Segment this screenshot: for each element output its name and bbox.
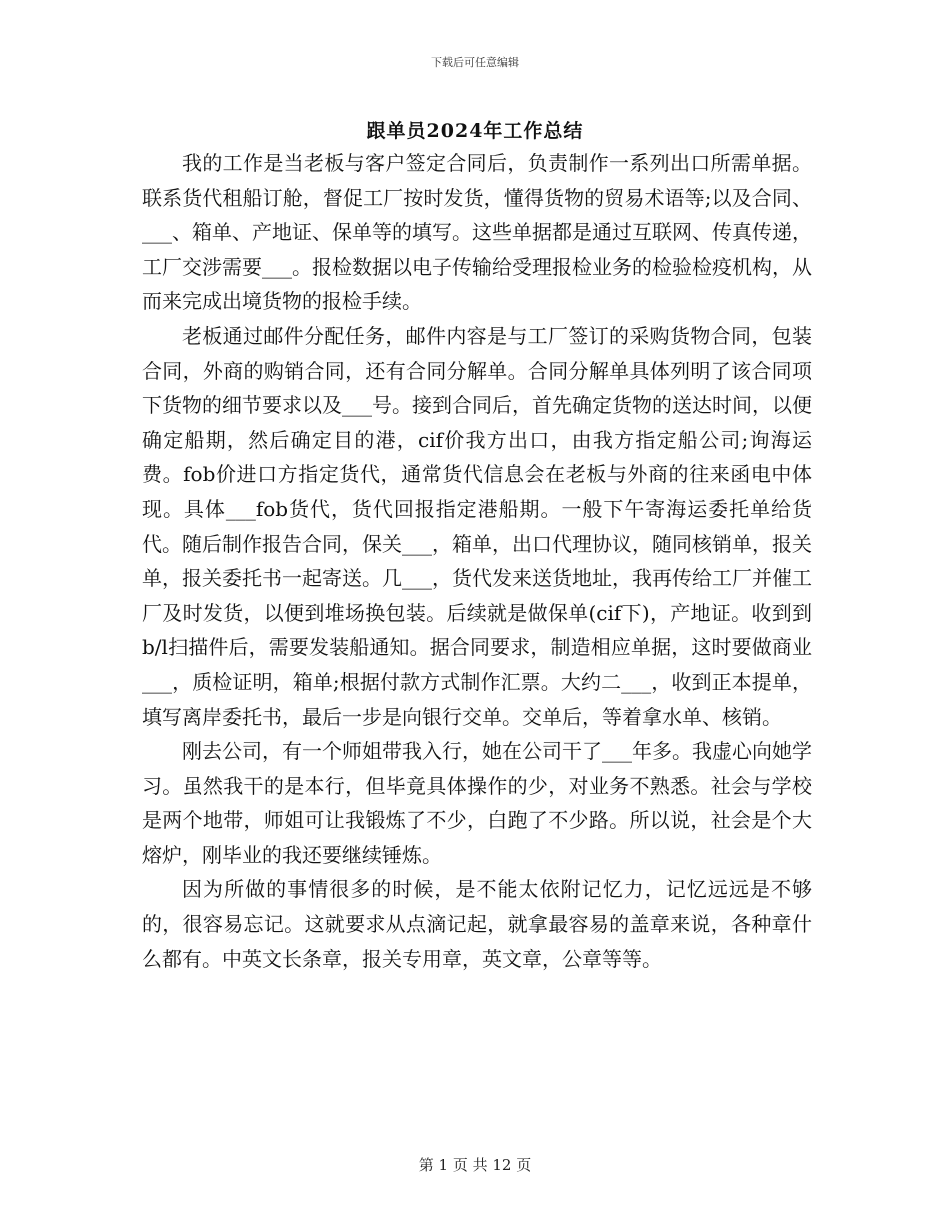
paragraph-3: 刚去公司，有一个师姐带我入行，她在公司干了___年多。我虚心向她学习。虽然我干的是本行，但毕竟具体操作的少，对业务不熟悉。社会与学校是两个地带，师姐可让我锻炼了不少，白跑了不少路。所以说，社会是个大熔炉，刚毕业的我还要继续锤炼。	[142, 739, 812, 867]
header-note: 下载后可任意编辑	[431, 56, 519, 69]
page-number: 第 1 页 共 12 页	[418, 1156, 532, 1174]
paragraph-1: 我的工作是当老板与客户签定合同后，负责制作一系列出口所需单据。联系货代租船订舱，督促工厂按时发货，懂得货物的贸易术语等;以及合同、___、箱单、产地证、保单等的填写。这些单据都是通过互联网、传真传递，工厂交涉需要___。报检数据以电子传输给受理报检业务的检验检疫机构，从而来完成出境货物的报检手续。	[142, 151, 812, 314]
paragraph-4: 因为所做的事情很多的时候，是不能太依附记忆力，记忆远远是不够的，很容易忘记。这就要求从点滴记起，就拿最容易的盖章来说，各种章什么都有。中英文长条章，报关专用章，英文章，公章等等。	[142, 877, 812, 971]
document-body	[142, 146, 812, 976]
document-title: 跟单员2024年工作总结	[366, 120, 584, 142]
paragraph-2: 老板通过邮件分配任务，邮件内容是与工厂签订的采购货物合同，包装合同，外商的购销合同，还有合同分解单。合同分解单具体列明了该合同项下货物的细节要求以及___号。接到合同后，首先确定货物的送达时间，以便确定船期，然后确定目的港，cif价我方出口，由我方指定船公司;询海运费。fob价进口方指定货代，通常货代信息会在老板与外商的往来函电中体现。具体___fob货代，货代回报指定港船期。一般下午寄海运委托单给货代。随后制作报告合同，保关___，箱单，出口代理协议，随同核销单，报关单，报关委托书一起寄送。几___，货代发来送货地址，我再传给工厂并催工厂及时发货，以便到堆场换包装。后续就是做保单(cif下)，产地证。收到到b/l扫描件后，需要发装船通知。据合同要求，制造相应单据，这时要做商业___，质检证明，箱单;根据付款方式制作汇票。大约二___，收到正本提单，填写离岸委托书，最后一步是向银行交单。交单后，等着拿水单、核销。	[142, 323, 812, 729]
